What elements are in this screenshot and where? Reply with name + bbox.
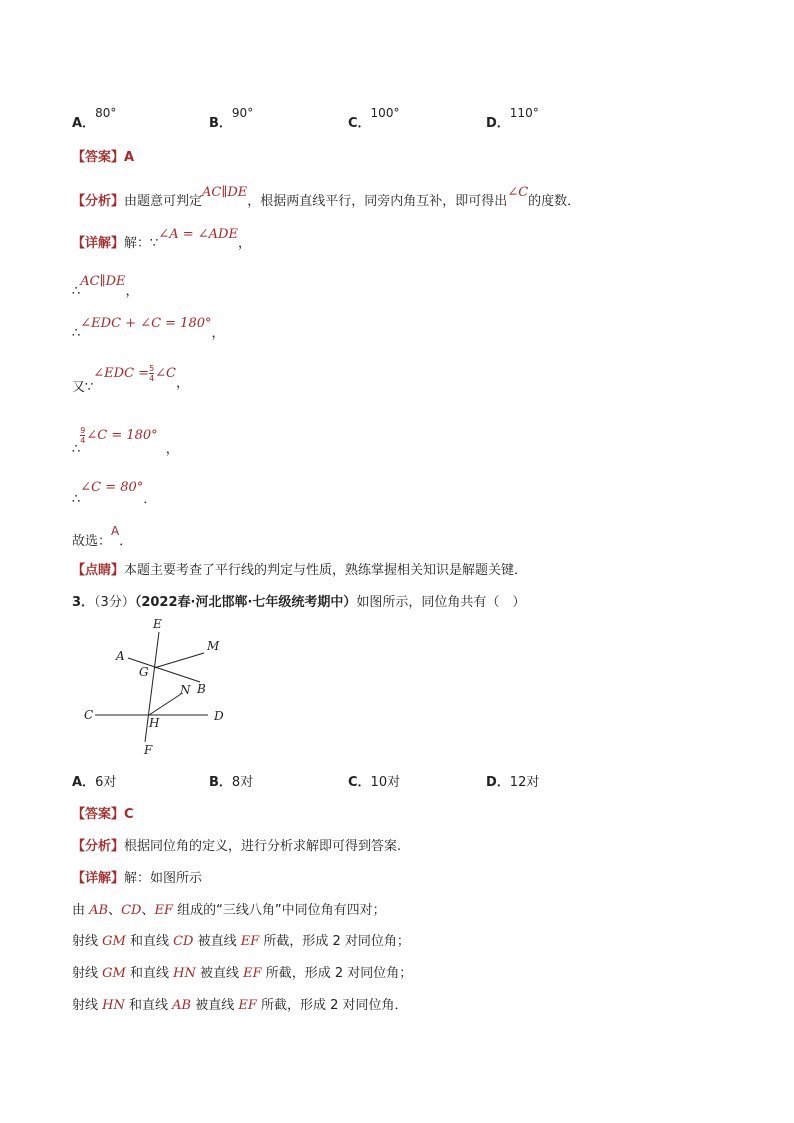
question-number: 3． bbox=[72, 595, 95, 610]
analysis-math-angle: ∠C bbox=[507, 185, 529, 200]
option-letter: B． bbox=[209, 775, 232, 790]
q3-option-a bbox=[72, 771, 116, 790]
q3-line-2 bbox=[72, 930, 410, 949]
option-value: 90° bbox=[231, 106, 254, 120]
detail-label: 【详解】 bbox=[72, 871, 125, 886]
label-m: M bbox=[207, 639, 220, 653]
step-suffix: ， bbox=[165, 442, 179, 457]
choose-label: 故选： bbox=[72, 534, 112, 549]
q2-option-c bbox=[348, 106, 400, 131]
math-ef: EF bbox=[243, 966, 262, 981]
step-math: ∠C = 80° bbox=[80, 480, 144, 495]
step-suffix: ， bbox=[211, 326, 225, 341]
q3-option-d bbox=[486, 771, 539, 790]
option-letter: D． bbox=[486, 116, 510, 131]
option-letter: D． bbox=[486, 775, 510, 790]
text: 、 bbox=[108, 903, 122, 918]
option-letter: C． bbox=[348, 116, 371, 131]
text: 、 bbox=[141, 903, 155, 918]
q2-step-3 bbox=[72, 316, 225, 341]
label-g: G bbox=[139, 665, 149, 679]
question-text: 如图所示，同位角共有（ ） bbox=[356, 595, 526, 610]
step-math: AC∥DE bbox=[80, 274, 126, 289]
text: 被直线 bbox=[193, 934, 241, 949]
answer-value: A bbox=[124, 150, 135, 165]
analysis-math-parallel: AC∥DE bbox=[202, 185, 248, 200]
choose-value: A bbox=[111, 524, 120, 538]
math-ef: EF bbox=[240, 934, 260, 949]
text: 被直线 bbox=[191, 998, 239, 1013]
math-ab: AB bbox=[172, 998, 192, 1013]
step-suffix: ， bbox=[125, 284, 139, 299]
label-c: C bbox=[84, 708, 94, 722]
step-math: ∠EDC + ∠C = 180° bbox=[80, 316, 212, 331]
q3-line-3 bbox=[72, 962, 412, 981]
math-cd: CD bbox=[121, 903, 142, 918]
math-ab: AB bbox=[89, 903, 109, 918]
text: 所截，形成 2 对同位角； bbox=[259, 934, 410, 949]
text: 和直线 bbox=[125, 934, 174, 949]
step-prefix: ∴ bbox=[72, 284, 81, 299]
step-math-pre: ∠EDC = bbox=[93, 366, 150, 381]
q3-line-4 bbox=[72, 994, 408, 1013]
analysis-text: 根据同位角的定义，进行分析求解即可得到答案. bbox=[124, 839, 402, 854]
math-gm: GM bbox=[102, 934, 126, 949]
step-suffix: ， bbox=[237, 236, 251, 251]
ray-gm bbox=[154, 653, 204, 668]
option-letter: C． bbox=[348, 775, 371, 790]
q2-step-2 bbox=[72, 274, 139, 299]
label-e: E bbox=[153, 617, 162, 631]
analysis-label: 【分析】 bbox=[72, 194, 125, 209]
label-h: H bbox=[149, 716, 160, 730]
answer-label: 【答案】 bbox=[72, 807, 125, 822]
math-ef: EF bbox=[238, 998, 257, 1013]
fraction-denominator: 4 bbox=[149, 374, 155, 383]
q2-option-d bbox=[486, 106, 539, 131]
fraction-numerator: 5 bbox=[149, 364, 155, 373]
step-math: ∠A = ∠ADE bbox=[158, 227, 238, 242]
step-suffix: ． bbox=[143, 492, 157, 507]
label-n: N bbox=[180, 683, 191, 697]
answer-label: 【答案】 bbox=[72, 150, 125, 165]
q3-analysis bbox=[72, 835, 401, 854]
q3-line-1 bbox=[72, 899, 386, 918]
answer-value: C bbox=[124, 807, 134, 822]
q2-step-6 bbox=[72, 480, 157, 507]
comment-text: 本题主要考查了平行线的判定与性质，熟练掌握相关知识是解题关键． bbox=[124, 563, 528, 578]
text: 和直线 bbox=[124, 998, 173, 1013]
text: 射线 bbox=[72, 934, 103, 949]
q2-step-5 bbox=[72, 424, 179, 457]
question-source: （2022春·河北邯郸·七年级统考期中） bbox=[134, 595, 357, 610]
q2-step-4 bbox=[72, 362, 190, 395]
step-math-post: ∠C bbox=[155, 366, 176, 381]
choose-suffix: ． bbox=[119, 534, 133, 549]
text: 所截，形成 2 对同位角； bbox=[261, 966, 413, 981]
text: 所截，形成 2 对同位角． bbox=[256, 998, 408, 1013]
ray-hn bbox=[149, 694, 181, 715]
q2-answer bbox=[72, 146, 134, 165]
math-hn: HN bbox=[173, 966, 196, 981]
analysis-text-mid: ，根据两直线平行，同旁内角互补，即可得出 bbox=[247, 194, 508, 209]
option-letter: B． bbox=[209, 116, 232, 131]
comment-label: 【点睛】 bbox=[72, 563, 125, 578]
label-a: A bbox=[116, 649, 125, 663]
option-value: 110° bbox=[509, 106, 539, 120]
step-prefix: ∴ bbox=[72, 326, 81, 341]
fraction-numerator: 9 bbox=[80, 426, 86, 435]
detail-intro: 解：如图所示 bbox=[124, 871, 203, 886]
math-ef: EF bbox=[154, 903, 174, 918]
text: 由 bbox=[72, 903, 90, 918]
option-value: 6对 bbox=[95, 775, 117, 790]
option-value: 10对 bbox=[370, 775, 401, 790]
q3-diagram bbox=[78, 612, 238, 762]
fraction bbox=[149, 364, 154, 383]
q3-detail bbox=[72, 867, 202, 886]
label-d: D bbox=[214, 709, 224, 723]
detail-label: 【详解】 bbox=[72, 236, 125, 251]
option-value: 80° bbox=[95, 106, 117, 120]
q2-option-b bbox=[209, 106, 254, 131]
q3-stem bbox=[72, 591, 525, 610]
text: 射线 bbox=[72, 998, 103, 1013]
analysis-label: 【分析】 bbox=[72, 839, 125, 854]
q2-analysis bbox=[72, 185, 581, 209]
q3-option-c bbox=[348, 771, 400, 790]
fraction bbox=[80, 426, 85, 445]
detail-intro: 解：∵ bbox=[124, 236, 159, 251]
q2-choose bbox=[72, 522, 133, 549]
q2-option-a bbox=[72, 106, 117, 131]
text: 射线 bbox=[72, 966, 103, 981]
text: 被直线 bbox=[195, 966, 244, 981]
option-letter: A． bbox=[72, 775, 96, 790]
text: 组成的“三线八角”中同位角有四对； bbox=[173, 903, 386, 918]
step-math-post: ∠C = 180° bbox=[86, 428, 158, 443]
fraction-denominator: 4 bbox=[80, 436, 86, 445]
math-hn: HN bbox=[102, 998, 125, 1013]
math-cd: CD bbox=[173, 934, 194, 949]
label-b: B bbox=[197, 682, 206, 696]
q2-detail bbox=[72, 227, 251, 251]
analysis-text-pre: 由题意可判定 bbox=[124, 194, 203, 209]
option-letter: A． bbox=[72, 116, 96, 131]
q2-comment bbox=[72, 559, 527, 578]
option-value: 100° bbox=[370, 106, 400, 120]
step-prefix: ∴ bbox=[72, 442, 81, 457]
text: 和直线 bbox=[125, 966, 174, 981]
step-prefix: 又∵ bbox=[72, 380, 94, 395]
math-gm: GM bbox=[102, 966, 126, 981]
step-suffix: ， bbox=[176, 376, 190, 391]
option-value: 8对 bbox=[231, 775, 254, 790]
question-score: （3分） bbox=[94, 595, 135, 610]
option-value: 12对 bbox=[509, 775, 540, 790]
analysis-text-post: 的度数． bbox=[528, 194, 581, 209]
step-prefix: ∴ bbox=[72, 492, 81, 507]
label-f: F bbox=[144, 743, 153, 757]
q3-option-b bbox=[209, 771, 253, 790]
q3-answer bbox=[72, 803, 134, 822]
